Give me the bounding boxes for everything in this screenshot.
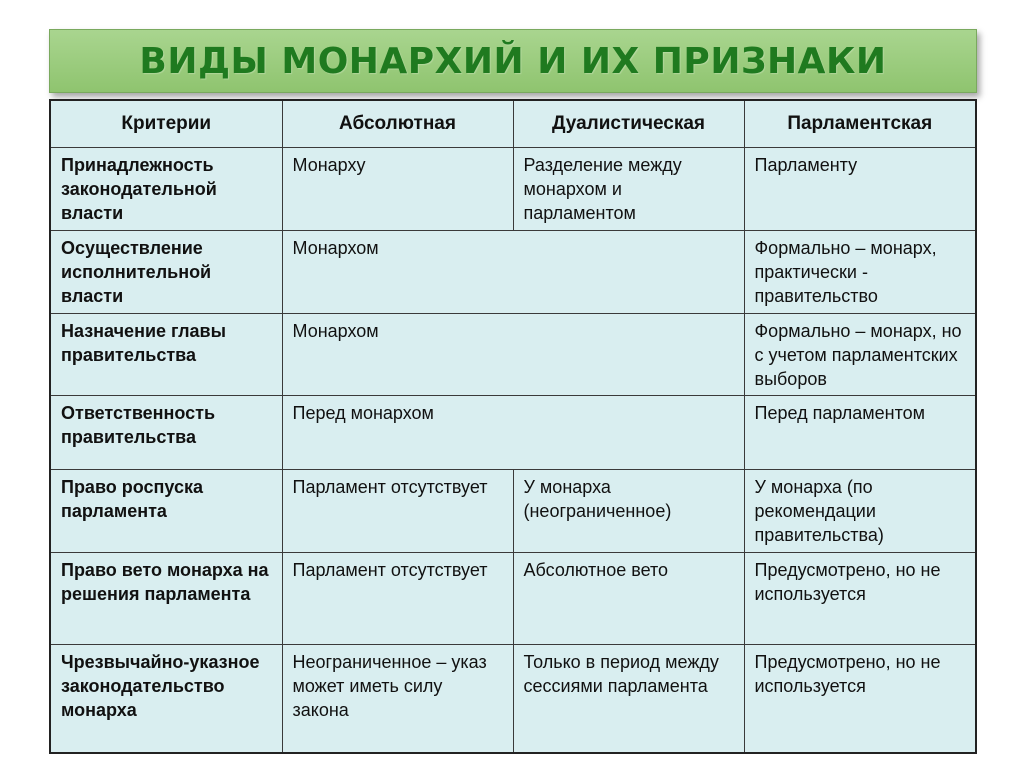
- parliamentary-cell: Предусмотрено, но не используется: [744, 553, 976, 645]
- table-row: [50, 396, 976, 470]
- header-dualistic: Дуалистическая: [513, 100, 744, 148]
- header-absolute: Абсолютная: [282, 100, 513, 148]
- header-criteria: Критерии: [50, 100, 282, 148]
- absolute-dualistic-cell: Монархом: [282, 314, 744, 396]
- table-row: [50, 645, 976, 754]
- table-row: [50, 148, 976, 231]
- title-banner: [49, 29, 977, 93]
- dualistic-cell: Только в период между сессиями парламента: [513, 645, 744, 754]
- criterion-cell: Осуществление исполнительной власти: [50, 231, 282, 314]
- table-header-row: [50, 100, 976, 148]
- absolute-dualistic-cell: Монархом: [282, 231, 744, 314]
- criterion-cell: Ответственность правительства: [50, 396, 282, 470]
- criterion-cell: Право вето монарха на решения парламента: [50, 553, 282, 645]
- absolute-cell: Парламент отсутствует: [282, 470, 513, 553]
- table-row: [50, 314, 976, 396]
- dualistic-cell: Абсолютное вето: [513, 553, 744, 645]
- criterion-cell: Чрезвычайно-указное законодательство монарха: [50, 645, 282, 754]
- absolute-cell: Неограниченное – указ может иметь силу закона: [282, 645, 513, 754]
- parliamentary-cell: У монарха (по рекомендации правительства): [744, 470, 976, 553]
- criterion-cell: Назначение главы правительства: [50, 314, 282, 396]
- dualistic-cell: У монарха (неограниченное): [513, 470, 744, 553]
- absolute-cell: Монарху: [282, 148, 513, 231]
- parliamentary-cell: Формально – монарх, но с учетом парламентских выборов: [744, 314, 976, 396]
- criterion-cell: Принадлежность законодательной власти: [50, 148, 282, 231]
- page-title: ВИДЫ МОНАРХИЙ И ИХ ПРИЗНАКИ: [139, 40, 887, 82]
- parliamentary-cell: Перед парламентом: [744, 396, 976, 470]
- table-row: [50, 553, 976, 645]
- parliamentary-cell: Предусмотрено, но не используется: [744, 645, 976, 754]
- header-parliamentary: Парламентская: [744, 100, 976, 148]
- parliamentary-cell: Формально – монарх, практически - правительство: [744, 231, 976, 314]
- parliamentary-cell: Парламенту: [744, 148, 976, 231]
- criterion-cell: Право роспуска парламента: [50, 470, 282, 553]
- dualistic-cell: Разделение между монархом и парламентом: [513, 148, 744, 231]
- absolute-cell: Парламент отсутствует: [282, 553, 513, 645]
- monarchy-comparison-table: [49, 99, 977, 754]
- absolute-dualistic-cell: Перед монархом: [282, 396, 744, 470]
- table-row: [50, 470, 976, 553]
- table-row: [50, 231, 976, 314]
